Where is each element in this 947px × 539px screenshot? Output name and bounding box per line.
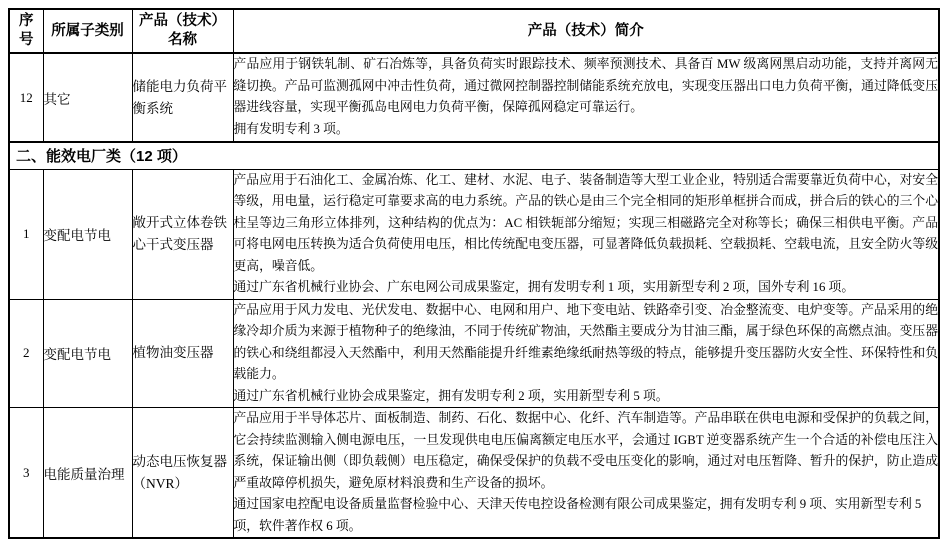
col-header-intro: 产品（技术）简介 — [233, 9, 939, 53]
col-header-name: 产品（技术）名称 — [132, 9, 233, 53]
section-title: 二、能效电厂类（12 项） — [9, 142, 939, 169]
row-product-name: 植物油变压器 — [132, 299, 233, 408]
intro-patent-line: 通过国家电控配电设备质量监督检验中心、天津天传电控设备检测有限公司成果鉴定，拥有发明专利 9 项、实用新型专利 5 项，软件著作权 6 项。 — [233, 497, 922, 533]
intro-patent-line: 拥有发明专利 3 项。 — [233, 121, 349, 136]
table-row — [9, 408, 939, 539]
table-row — [9, 169, 939, 299]
intro-paragraph: 产品应用于石油化工、金属冶炼、化工、建材、水泥、电子、装备制造等大型工业企业，特别适合需要靠近负荷中心，对安全等级，用电量，运行稳定可靠要求高的电力系统。产品的铁心是由三个完全相同的矩形单框拼合而成，拼合后的铁心的三个心柱呈等边三角形立体排列，这种结构的优点为：AC 相铁轭部分缩短；实现三相磁路完全对称等长；确保三相供电平衡。产品可将电网电压转换为适合负荷使用电压，相比传统配电变压器，可显著降低负载损耗、空载损耗、空载电流，且安全防火等级更高，噪音低。 — [233, 172, 938, 273]
row-product-name: 敞开式立体卷铁心干式变压器 — [132, 169, 233, 299]
intro-paragraph: 产品应用于钢铁轧制、矿石冶炼等，具备负荷实时跟踪技术、频率预测技术、具备百 MW 级离网黑启动功能，支持并离网无缝切换。产品可监测孤网中冲击性负荷，通过微网控制器控制储能系统充放电，实现变压器出口电力负荷平衡，通过降低变压器进线容量，实现平衡孤岛电网电力负荷平衡，保障孤网稳定可靠运行。 — [233, 57, 938, 114]
row-number: 12 — [9, 53, 43, 142]
row-number: 3 — [9, 408, 43, 539]
row-number: 2 — [9, 299, 43, 408]
row-product-name: 储能电力负荷平衡系统 — [132, 53, 233, 142]
row-number: 1 — [9, 169, 43, 299]
intro-paragraph: 产品应用于风力发电、光伏发电、数据中心、电网和用户、地下变电站、铁路牵引变、冶金整流变、电炉变等。产品采用的绝缘冷却介质为来源于植物种子的绝缘油，不同于传统矿物油，天然酯主要成分为甘油三酯，属于绿色环保的高燃点油。变压器的铁心和绕组都浸入天然酯中，利用天然酯能提升纤维素绝缘纸耐热等级的特点，能够提升变压器防火安全性、环保特性和负载能力。 — [233, 302, 938, 381]
row-category: 其它 — [43, 53, 132, 142]
intro-patent-line: 通过广东省机械行业协会、广东电网公司成果鉴定，拥有发明专利 1 项，实用新型专利 2 项，国外专利 16 项。 — [233, 280, 855, 294]
table-header-row — [9, 9, 939, 53]
row-intro — [233, 408, 939, 539]
table-row — [9, 299, 939, 408]
row-category: 变配电节电 — [43, 169, 132, 299]
row-intro — [233, 299, 939, 408]
row-intro — [233, 169, 939, 299]
row-category: 电能质量治理 — [43, 408, 132, 539]
col-header-category: 所属子类别 — [43, 9, 132, 53]
products-table — [8, 8, 940, 539]
row-product-name: 动态电压恢复器（NVR） — [132, 408, 233, 539]
row-category: 变配电节电 — [43, 299, 132, 408]
row-intro — [233, 53, 939, 142]
table-row — [9, 53, 939, 142]
col-header-no: 序号 — [9, 9, 43, 53]
section-header-row — [9, 142, 939, 169]
intro-paragraph: 产品应用于半导体芯片、面板制造、制药、石化、数据中心、化纤、汽车制造等。产品串联在供电电源和受保护的负载之间，它会持续监测输入侧电源电压，一旦发现供电电压偏离额定电压水平，会通过 IGBT 逆变器系统产生一个合适的补偿电压注入系统，保证输出侧（即负载侧）电压稳定，确保受保护的负载不受电压变化的影响，通过对电压暂降、暂升的保护，防止造成严重故障停机损失，避免原材料浪费和生产设备的损坏。 — [233, 411, 938, 490]
intro-patent-line: 通过广东省机械行业协会成果鉴定，拥有发明专利 2 项，实用新型专利 5 项。 — [233, 388, 669, 403]
